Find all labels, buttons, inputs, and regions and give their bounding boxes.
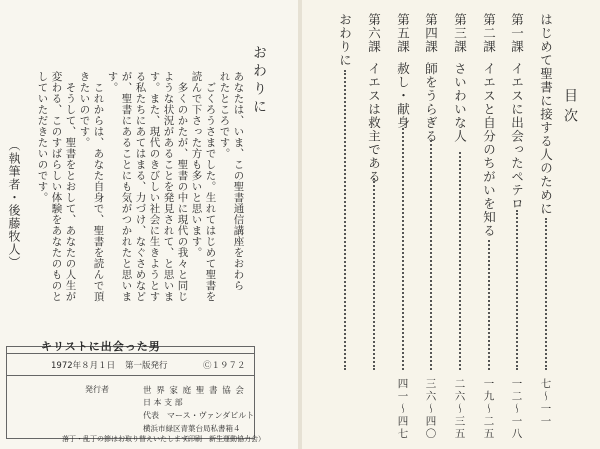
colophon-publisher-name: 世 界 家 庭 聖 書 協 会 [143,386,245,396]
toc-entry-pages: 一二〜一八 [510,378,523,441]
colophon-divider [7,353,254,354]
colophon-address: 横浜市緑区青葉台局私書箱４ [143,424,241,433]
toc-entry-pages: 二六〜三五 [453,378,466,441]
afterword-line: ごくろうさまでした。生れてはじめて聖書を [204,82,217,302]
toc-leader-dots [516,210,518,370]
toc-entry-text: 師をうらぎる [423,62,439,143]
afterword-page [0,0,298,449]
colophon-representative: 代表 マース・ヴァンダビルト [143,411,255,420]
colophon-branch: 日 本 支 部 [143,398,183,407]
afterword-line: していただきたいのです。 [36,71,49,203]
toc-entry-lesson: 第一課 [509,13,525,54]
afterword-line: ような状況があることを発見されて、と思いま [162,71,175,302]
toc-leader-dots [373,178,375,370]
afterword-signature: （執筆者・後藤牧人） [7,139,21,269]
toc-entry-text: 赦し・献身 [395,62,411,130]
colophon-book-title: キリストに出会った男 [41,340,161,353]
toc-entry-pages: 四一〜四七 [396,378,409,441]
toc-leader-dots [344,70,346,370]
toc-leader-dots [430,140,432,370]
afterword-line: が、聖書にあることにも気がつかれたと思いま [120,71,133,302]
colophon-copyright: Ⓒ１９７２ [203,361,246,371]
toc-entry-text: おわりに [337,13,353,67]
afterword-line: る私たちにあてはまる、力づけ、なぐさめなど [134,71,147,302]
colophon-divider [7,375,254,376]
colophon-date: 1972年８月１日 [51,361,116,371]
colophon-replacement-note: 落丁・乱丁の節はお取り替えいたします。 [62,435,195,443]
afterword-line: れたところです。 [218,71,231,159]
afterword-heading: おわりに [251,45,267,117]
afterword-line: あなたは、いま、この聖書通信講座をおわら [232,71,245,291]
toc-leader-dots [488,240,490,370]
toc-entry-text: イエスは救主である [366,62,382,184]
afterword-line: す。また、現代のきびしい社会に生きようとす [148,71,161,302]
afterword-line: 読んで下さった方も多いと思います。 [190,71,203,258]
colophon-edition: 第一版発行 [125,361,168,371]
toc-entry-lesson: 第四課 [423,13,439,54]
toc-entry-pages: 三六〜四〇 [424,378,437,441]
toc-entry-text: はじめて聖書に接する人のために [538,13,554,216]
toc-title: 目次 [562,88,578,128]
toc-entry-pages: 七〜一一 [539,378,552,428]
colophon-printer: （印刷 新生運動協力会） [181,435,265,443]
toc-leader-dots [459,152,461,370]
afterword-line: そうして、聖書をとおして、あなたの人生が [64,82,77,302]
colophon-box [6,340,255,439]
afterword-line: これからは、あなた自身で、聖書を読んで頂 [92,82,105,302]
toc-entry-lesson: 第三課 [452,13,468,54]
toc-entry-lesson: 第二課 [481,13,497,54]
toc-page [302,0,600,449]
toc-leader-dots [545,218,547,370]
toc-entry-lesson: 第五課 [395,13,411,54]
toc-entry-lesson: 第六課 [366,13,382,54]
afterword-line: 変わる、このすばらしい体験をあなたのものと [50,71,63,302]
toc-entry-text: さいわいな人 [452,62,468,143]
afterword-line: きたいのです。 [78,71,91,148]
toc-entry-pages: 一九〜二五 [482,378,495,441]
afterword-line: 多くのかたが、聖書の中に現代の我々と同じ [176,82,189,302]
afterword-line: す。 [106,71,119,93]
toc-entry-text: イエスと自分のちがいを知る [481,62,497,238]
toc-entry-text: イエスに出会ったペテロ [509,62,525,211]
colophon-publisher-label: 発行者 [85,385,109,394]
toc-leader-dots [402,128,404,370]
